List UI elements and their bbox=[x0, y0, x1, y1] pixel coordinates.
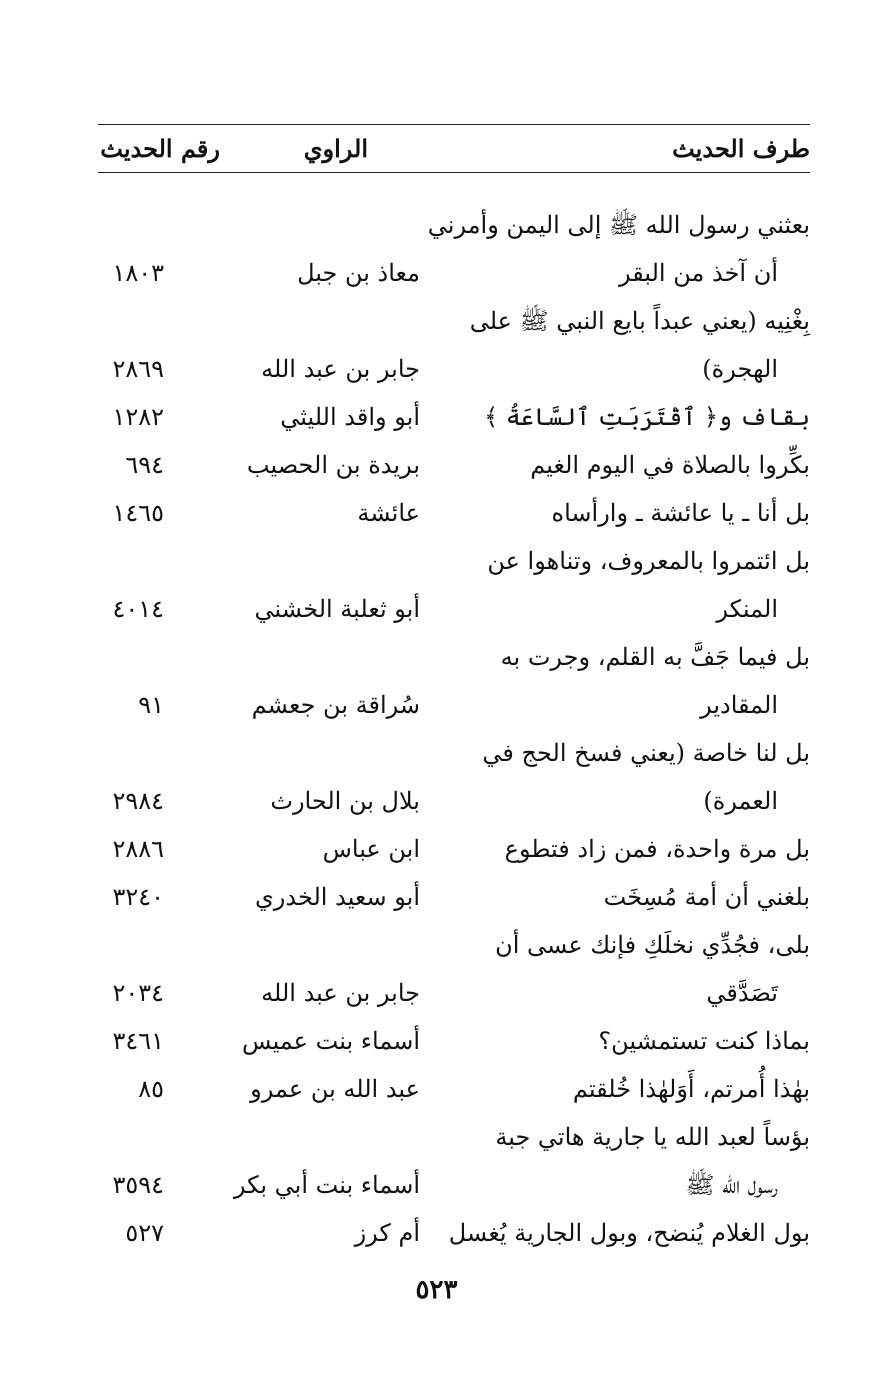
row-line bbox=[98, 203, 810, 251]
hadith-text: بكِّروا بالصلاة في اليوم الغيم bbox=[530, 451, 810, 479]
table-row bbox=[98, 731, 810, 827]
hadith-text: أن آخذ من البقر bbox=[618, 259, 778, 287]
narrator-name: بلال بن الحارث bbox=[270, 787, 420, 815]
row-line bbox=[98, 683, 810, 731]
hadith-text: بماذا كنت تستمشين؟ bbox=[598, 1027, 810, 1055]
hadith-text: بل أنا ـ يا عائشة ـ وارأساه bbox=[551, 499, 810, 527]
hadith-text: بعثني رسول الله ﷺ إلى اليمن وأمرني bbox=[427, 211, 810, 239]
row-line bbox=[98, 347, 810, 395]
hadith-text: الهجرة) bbox=[702, 355, 778, 383]
hadith-text: تَصَدَّقي bbox=[706, 979, 778, 1007]
table-row bbox=[98, 1211, 810, 1259]
header-narrator: الراوي bbox=[303, 134, 368, 163]
hadith-text: بهٰذا أُمرتم، أَوَلهٰذا خُلقتم bbox=[572, 1075, 810, 1103]
narrator-name: أسماء بنت أبي بكر bbox=[233, 1171, 420, 1199]
row-line bbox=[98, 731, 810, 779]
hadith-number: ٢٨٨٦ bbox=[112, 835, 164, 863]
hadith-number: ٢٩٨٤ bbox=[112, 787, 164, 815]
narrator-name: سُراقة بن جعشم bbox=[251, 691, 420, 719]
narrator-name: جابر بن عبد الله bbox=[261, 355, 420, 383]
hadith-number: ٣٤٦١ bbox=[112, 1027, 164, 1055]
row-line bbox=[98, 1019, 810, 1067]
table-row bbox=[98, 491, 810, 539]
hadith-text: بل لنا خاصة (يعني فسخ الحج في bbox=[482, 739, 810, 767]
hadith-text: رسول الله ﷺ bbox=[685, 1171, 778, 1199]
row-line bbox=[98, 587, 810, 635]
row-line bbox=[98, 491, 810, 539]
header-hadith: طرف الحديث bbox=[672, 134, 810, 163]
narrator-name: معاذ بن جبل bbox=[297, 259, 420, 287]
header-rule bbox=[98, 172, 810, 173]
row-line bbox=[98, 779, 810, 827]
hadith-number: ٩١ bbox=[138, 691, 164, 719]
table-body bbox=[98, 203, 810, 1259]
row-line bbox=[98, 1067, 810, 1115]
narrator-name: أبو ثعلبة الخشني bbox=[254, 595, 420, 623]
table-row bbox=[98, 923, 810, 1019]
row-line bbox=[98, 539, 810, 587]
narrator-name: أسماء بنت عميس bbox=[241, 1027, 420, 1055]
table-row bbox=[98, 443, 810, 491]
table-row bbox=[98, 203, 810, 299]
narrator-name: أم كرز bbox=[354, 1219, 420, 1247]
hadith-number: ١٢٨٢ bbox=[112, 403, 164, 431]
narrator-name: جابر بن عبد الله bbox=[261, 979, 420, 1007]
table-row bbox=[98, 875, 810, 923]
hadith-number: ٨٥ bbox=[138, 1075, 164, 1103]
hadith-text: بل مرة واحدة، فمن زاد فتطوع bbox=[504, 835, 810, 863]
row-line bbox=[98, 1211, 810, 1259]
hadith-text: بل فيما جَفَّ به القلم، وجرت به bbox=[500, 643, 810, 671]
header-number: رقم الحديث bbox=[100, 134, 220, 163]
hadith-text: بلغني أن أمة مُسِخَت bbox=[603, 883, 810, 911]
hadith-number: ٢٨٦٩ bbox=[112, 355, 164, 383]
narrator-name: أبو سعيد الخدري bbox=[255, 883, 420, 911]
row-line bbox=[98, 443, 810, 491]
row-line bbox=[98, 827, 810, 875]
row-line bbox=[98, 923, 810, 971]
row-line bbox=[98, 635, 810, 683]
table-row bbox=[98, 635, 810, 731]
table-header bbox=[98, 125, 810, 172]
hadith-text: العمرة) bbox=[703, 787, 778, 815]
row-line bbox=[98, 875, 810, 923]
hadith-text: بقاف و﴿ ٱقْتَرَبَتِ ٱلسَّاعَةُ ﴾ bbox=[484, 403, 810, 431]
hadith-text: المنكر bbox=[716, 595, 778, 623]
page-number: ٥٢٣ bbox=[415, 1275, 458, 1305]
hadith-number: ٥٢٧ bbox=[125, 1219, 164, 1247]
hadith-number: ٣٥٩٤ bbox=[112, 1171, 164, 1199]
table-row bbox=[98, 827, 810, 875]
hadith-number: ٢٠٣٤ bbox=[112, 979, 164, 1007]
narrator-name: أبو واقد الليثي bbox=[280, 403, 420, 431]
hadith-number: ٦٩٤ bbox=[125, 451, 164, 479]
table-row bbox=[98, 1019, 810, 1067]
hadith-number: ١٨٠٣ bbox=[112, 259, 164, 287]
table-row bbox=[98, 539, 810, 635]
narrator-name: عائشة bbox=[357, 499, 420, 527]
hadith-text: بل ائتمروا بالمعروف، وتناهوا عن bbox=[487, 547, 810, 575]
hadith-number: ٣٢٤٠ bbox=[112, 883, 164, 911]
index-table bbox=[98, 124, 810, 1259]
table-row bbox=[98, 1067, 810, 1115]
narrator-name: عبد الله بن عمرو bbox=[250, 1075, 420, 1103]
hadith-text: بلى، فجُدِّي نخلَكِ فإنك عسى أن bbox=[495, 931, 810, 959]
row-line bbox=[98, 1115, 810, 1163]
row-line bbox=[98, 971, 810, 1019]
narrator-name: بريدة بن الحصيب bbox=[246, 451, 420, 479]
row-line bbox=[98, 299, 810, 347]
table-row bbox=[98, 299, 810, 395]
hadith-number: ١٤٦٥ bbox=[112, 499, 164, 527]
row-line bbox=[98, 251, 810, 299]
hadith-number: ٤٠١٤ bbox=[112, 595, 164, 623]
hadith-text: المقادير bbox=[700, 691, 778, 719]
narrator-name: ابن عباس bbox=[322, 835, 420, 863]
row-line bbox=[98, 395, 810, 443]
table-row bbox=[98, 395, 810, 443]
hadith-text: بؤساً لعبد الله يا جارية هاتي جبة bbox=[495, 1123, 810, 1151]
row-line bbox=[98, 1163, 810, 1211]
hadith-text: بول الغلام يُنضح، وبول الجارية يُغسل bbox=[448, 1219, 810, 1247]
hadith-text: بِغْنِيه (يعني عبداً بايع النبي ﷺ على bbox=[469, 307, 810, 335]
table-row bbox=[98, 1115, 810, 1211]
